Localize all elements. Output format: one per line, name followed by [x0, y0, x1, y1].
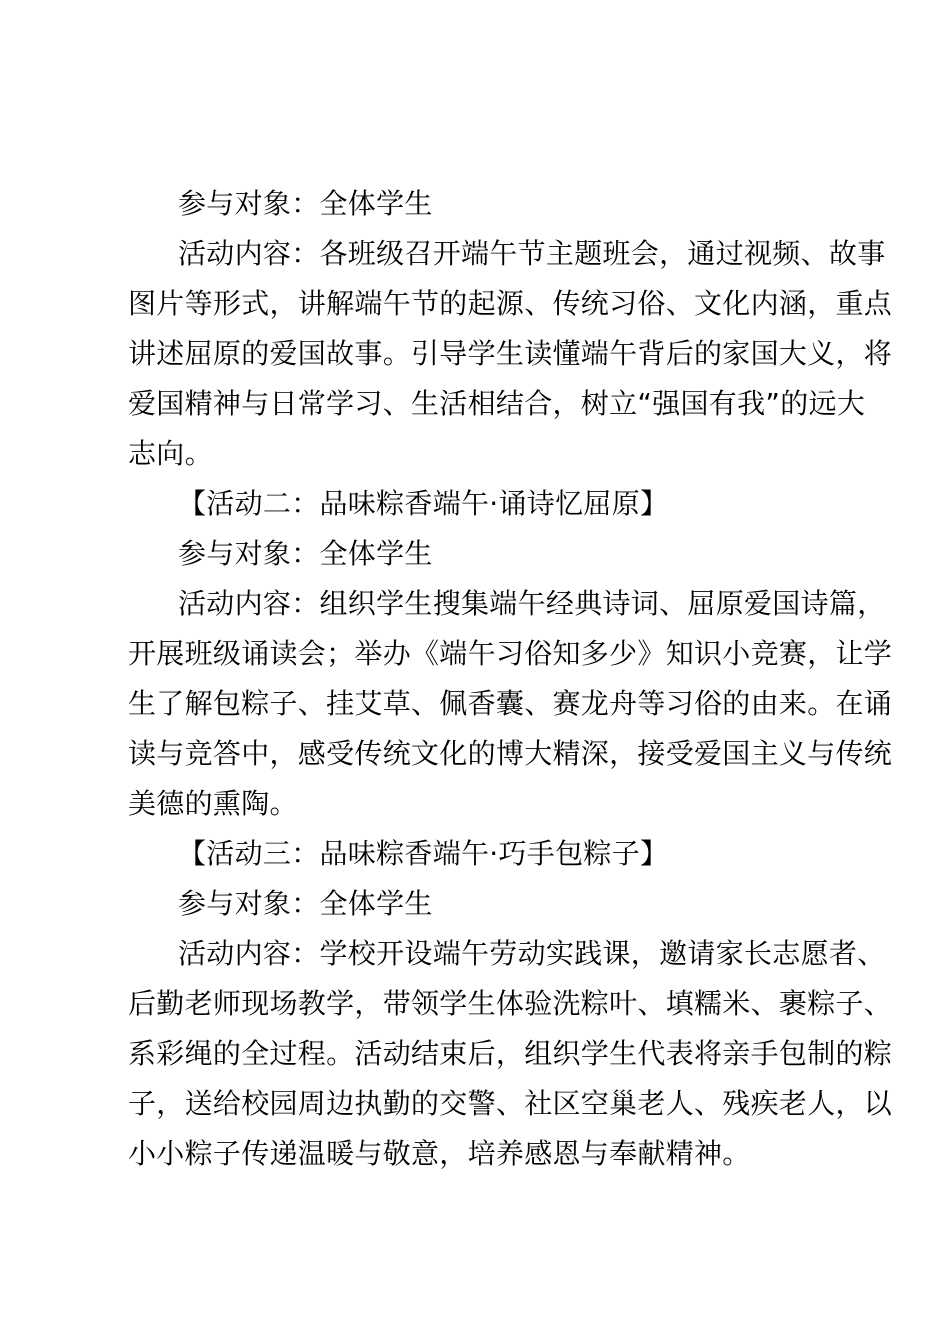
paragraph-line: 后勤老师现场教学，带领学生体验洗粽叶、填糯米、裹粽子、	[128, 987, 893, 1020]
activity-content-line-2: 活动内容：组织学生搜集端午经典诗词、屈原爱国诗篇，	[178, 587, 886, 620]
paragraph-line: 生了解包粽子、挂艾草、佩香囊、赛龙舟等习俗的由来。在诵	[128, 687, 893, 720]
section-heading-activity-2: 【活动二：品味粽香端午·诵诗忆屈原】	[178, 487, 669, 520]
participants-line-1: 参与对象：全体学生	[178, 187, 433, 220]
paragraph-line: 爱国精神与日常学习、生活相结合，树立“强国有我”的远大	[128, 387, 866, 420]
paragraph-line: 开展班级诵读会；举办《端午习俗知多少》知识小竞赛，让学	[128, 637, 893, 670]
paragraph-line: 图片等形式，讲解端午节的起源、传统习俗、文化内涵，重点	[128, 287, 893, 320]
participants-line-3: 参与对象：全体学生	[178, 887, 433, 920]
activity-content-line-1: 活动内容：各班级召开端午节主题班会，通过视频、故事	[178, 237, 886, 270]
paragraph-line: 讲述屈原的爱国故事。引导学生读懂端午背后的家国大义，将	[128, 337, 893, 370]
section-heading-activity-3: 【活动三：品味粽香端午·巧手包粽子】	[178, 837, 669, 870]
paragraph-line: 系彩绳的全过程。活动结束后，组织学生代表将亲手包制的粽	[128, 1037, 893, 1070]
paragraph-line: 志向。	[128, 437, 213, 470]
activity-content-line-3: 活动内容：学校开设端午劳动实践课，邀请家长志愿者、	[178, 937, 886, 970]
paragraph-line: 美德的熏陶。	[128, 787, 298, 820]
participants-line-2: 参与对象：全体学生	[178, 537, 433, 570]
paragraph-line: 小小粽子传递温暖与敬意，培养感恩与奉献精神。	[128, 1137, 751, 1170]
paragraph-line: 子，送给校园周边执勤的交警、社区空巢老人、残疾老人，以	[128, 1087, 893, 1120]
paragraph-line: 读与竞答中，感受传统文化的博大精深，接受爱国主义与传统	[128, 737, 893, 770]
